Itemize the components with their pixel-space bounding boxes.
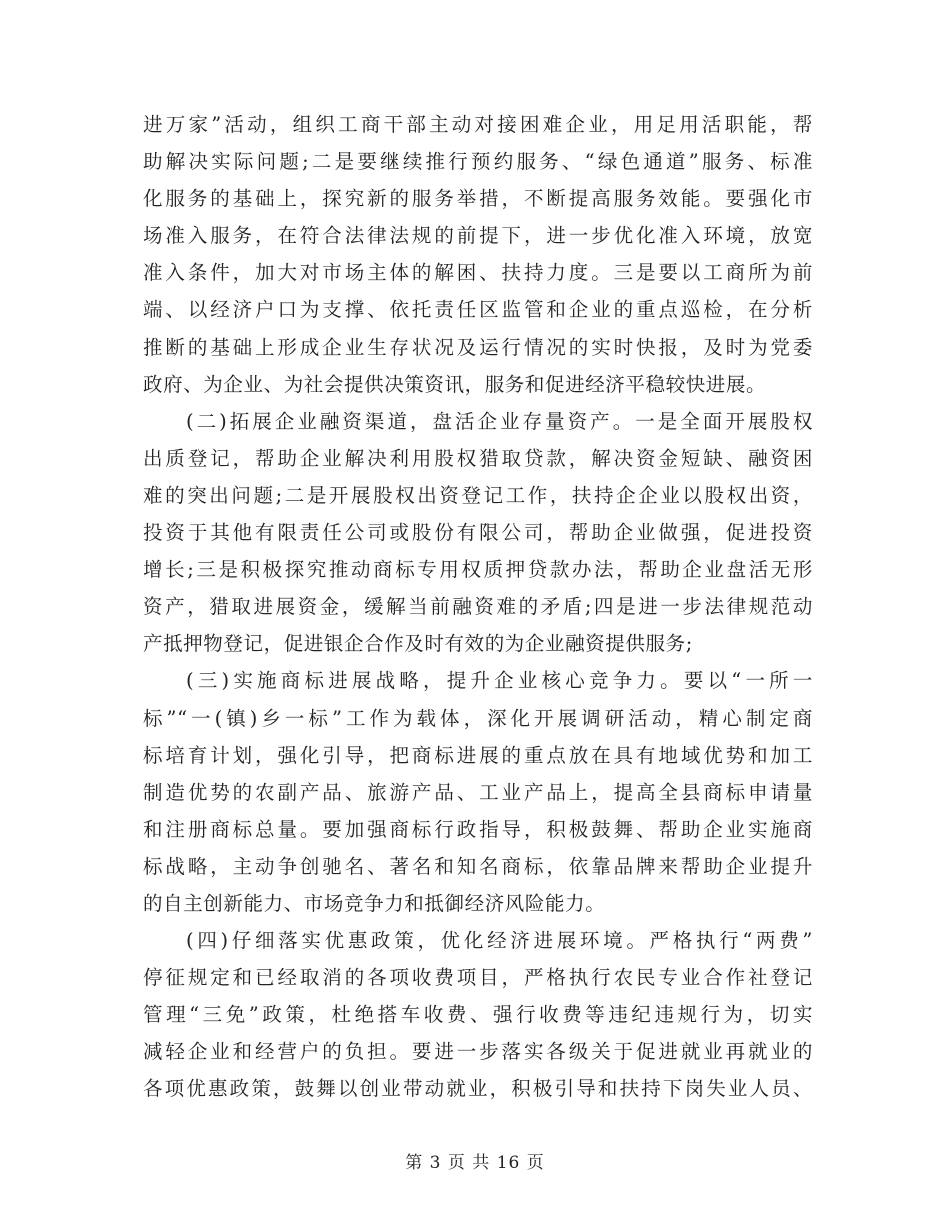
text-line: 推断的基础上形成企业生存状况及运行情况的实时快报，及时为党委 <box>143 335 813 359</box>
text-line: 制造优势的农副产品、旅游产品、工业产品上，提高全县商标申请量 <box>143 780 813 804</box>
text-line: 标培育计划，强化引导，把商标进展的重点放在具有地域优势和加工 <box>143 743 813 767</box>
text-line: 标战略，主动争创驰名、著名和知名商标，依靠品牌来帮助企业提升 <box>143 854 813 878</box>
text-line: 投资于其他有限责任公司或股份有限公司，帮助企业做强，促进投资 <box>143 521 813 545</box>
text-line: 资产，猎取进展资金，缓解当前融资难的矛盾;四是进一步法律规范动 <box>143 595 813 619</box>
page-footer <box>0 1148 950 1173</box>
text-line: 和注册商标总量。要加强商标行政指导，积极鼓舞、帮助企业实施商 <box>143 817 813 841</box>
text-line: 助解决实际问题;二是要继续推行预约服务、“绿色通道”服务、标准 <box>143 150 813 174</box>
text-line: 进万家”活动，组织工商干部主动对接困难企业，用足用活职能，帮 <box>143 113 813 136</box>
section-heading-line: (四)仔细落实优惠政策，优化经济进展环境。严格执行“两费” <box>186 929 813 953</box>
section-heading-line: (二)拓展企业融资渠道，盘活企业存量资产。一是全面开展股权 <box>186 409 813 433</box>
text-line: 场准入服务，在符合法律法规的前提下，进一步优化准入环境，放宽 <box>143 224 813 248</box>
text-line: 端、以经济户口为支撑、依托责任区监管和企业的重点巡检，在分析 <box>143 298 813 322</box>
section-heading-line: (三)实施商标进展战略，提升企业核心竞争力。要以“一所一 <box>186 669 813 693</box>
text-line: 化服务的基础上，探究新的服务举措，不断提高服务效能。要强化市 <box>143 187 813 211</box>
text-line: 停征规定和已经取消的各项收费项目，严格执行农民专业合作社登记 <box>143 966 813 990</box>
text-line: 难的突出问题;二是开展股权出资登记工作，扶持企企业以股权出资， <box>143 483 813 507</box>
text-line: 增长;三是积极探究推动商标专用权质押贷款办法，帮助企业盘活无形 <box>143 558 813 582</box>
text-line: 出质登记，帮助企业解决利用股权猎取贷款，解决资金短缺、融资困 <box>143 446 813 470</box>
document-body <box>143 106 813 1108</box>
text-line: 各项优惠政策，鼓舞以创业带动就业，积极引导和扶持下岗失业人员、 <box>143 1077 813 1101</box>
text-line: 减轻企业和经营户的负担。要进一步落实各级关于促进就业再就业的 <box>143 1040 813 1064</box>
text-line: 的自主创新能力、市场竞争力和抵御经济风险能力。 <box>143 891 606 915</box>
page-number-label: 第 3 页 共 16 页 <box>405 1153 545 1173</box>
text-line: 政府、为企业、为社会提供决策资讯，服务和促进经济平稳较快进展。 <box>143 372 767 396</box>
text-line: 标”“一(镇)乡一标”工作为载体，深化开展调研活动，精心制定商 <box>143 706 813 730</box>
text-line: 准入条件，加大对市场主体的解困、扶持力度。三是要以工商所为前 <box>143 261 813 285</box>
text-line: 产抵押物登记，促进银企合作及时有效的为企业融资提供服务; <box>143 632 693 656</box>
text-line: 管理“三免”政策，杜绝搭车收费、强行收费等违纪违规行为，切实 <box>143 1003 813 1027</box>
